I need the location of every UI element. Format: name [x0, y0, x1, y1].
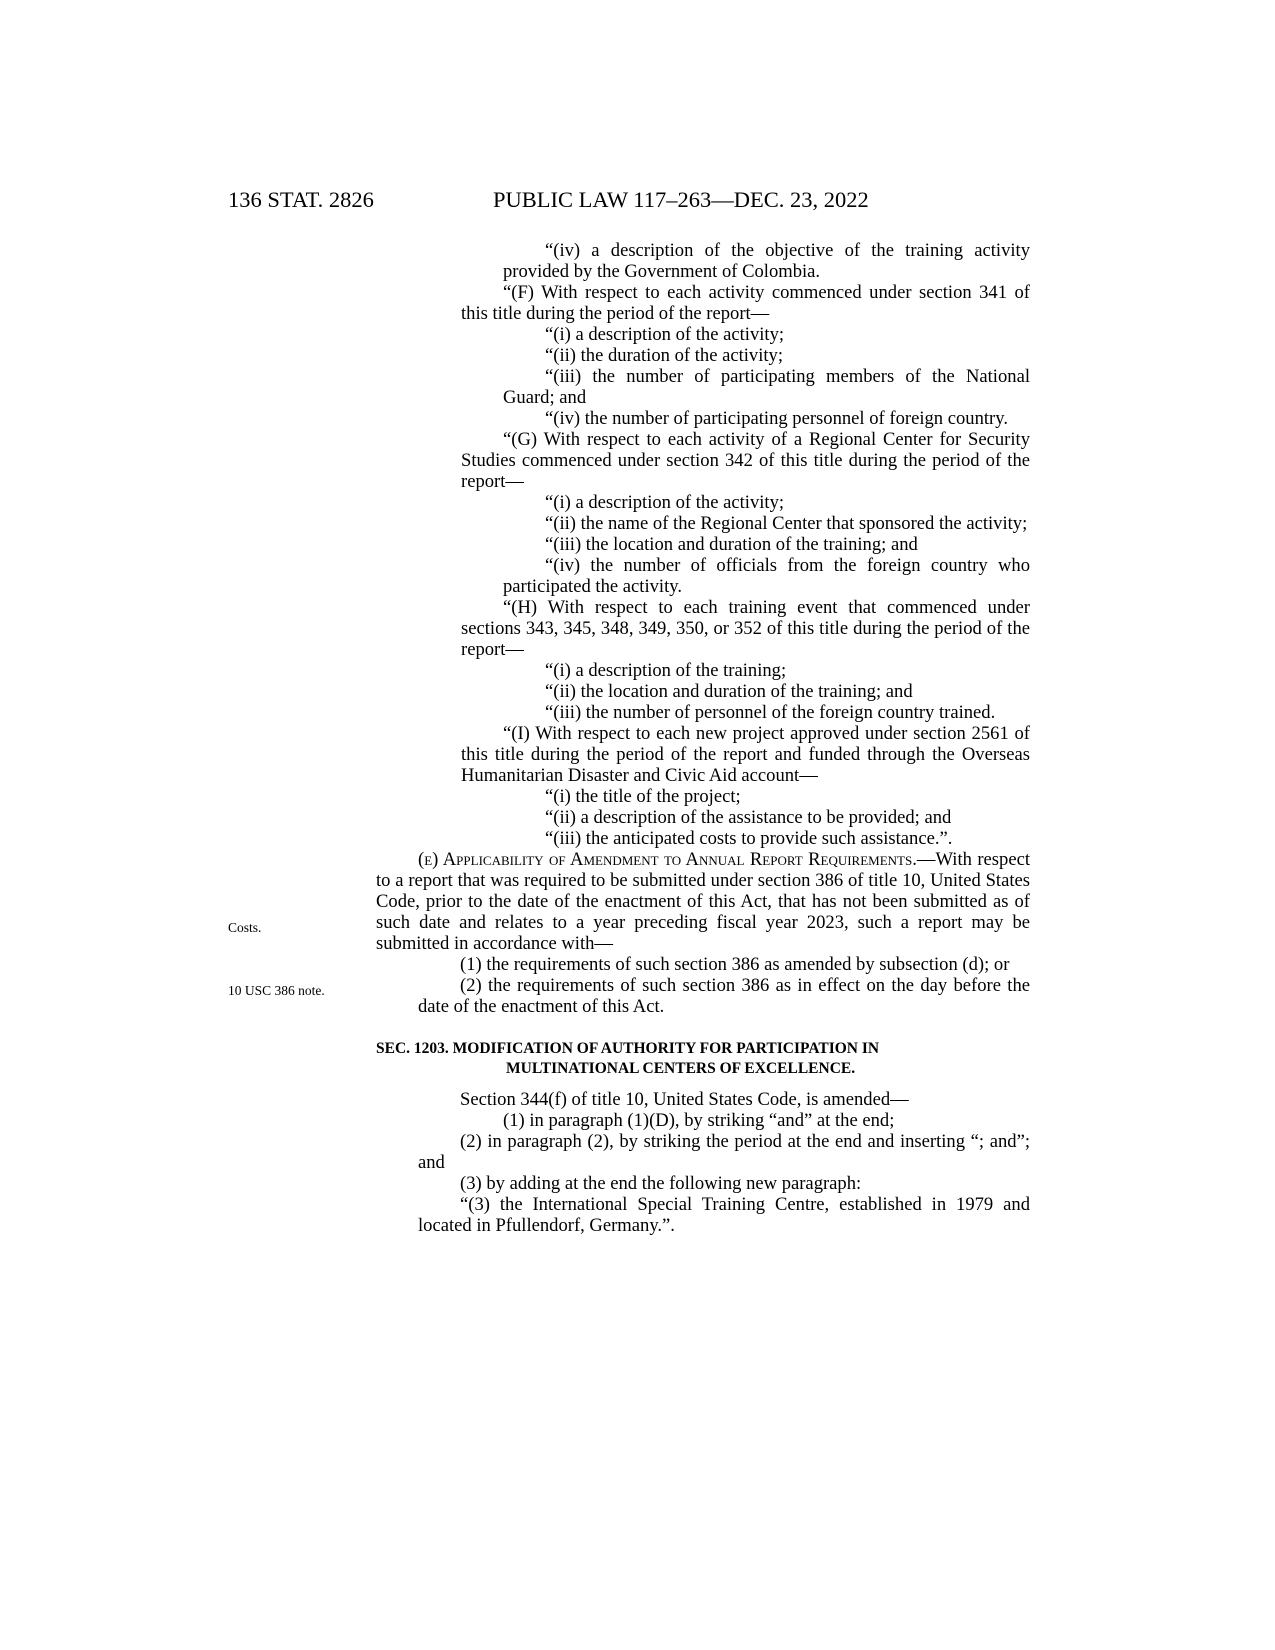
margin-note-costs: Costs. — [228, 920, 262, 935]
clause-G-iv: “(iv) the number of officials from the foreign country who participated the activity. — [503, 555, 1030, 597]
clause-H-iii: “(iii) the number of personnel of the foreign country trained. — [545, 702, 996, 723]
new-paragraph-3: “(3) the International Special Training Centre, established in 1979 and located in Pfullendorf, Germany.”. — [418, 1194, 1030, 1236]
section-heading-line-2: MULTINATIONAL CENTERS OF EXCELLENCE. — [506, 1060, 856, 1077]
clause-F-i: “(i) a description of the activity; — [545, 324, 785, 345]
margin-note-usc: 10 USC 386 note. — [228, 983, 325, 998]
paragraph-e-2: (2) the requirements of such section 386 as in effect on the day before the date of the enactment of this Act. — [418, 975, 1030, 1017]
clause-H-ii: “(ii) the location and duration of the training; and — [545, 681, 913, 702]
subsection-e-heading: (e) Applicability of Amendment to Annual Report Requirements. — [418, 849, 917, 870]
subsection-e-text: —With respect to a report that was required to be submitted under section 386 of title 10, United States Code, prior to the date of the enactment of this Act, that has not been submitted as of such date and relates to a year preceding fiscal year 2023, such a report may be submitted in accordance with— — [376, 849, 1031, 954]
clause-I-i: “(i) the title of the project; — [545, 786, 741, 807]
subsection-e — [376, 849, 1030, 954]
subparagraph-F: “(F) With respect to each activity commenced under section 341 of this title during the period of the report— — [461, 282, 1030, 324]
clause-F-iii: “(iii) the number of participating members of the National Guard; and — [503, 366, 1030, 408]
running-head — [228, 180, 1033, 220]
section-intro: Section 344(f) of title 10, United States Code, is amended— — [460, 1089, 909, 1110]
subparagraph-G: “(G) With respect to each activity of a Regional Center for Security Studies commenced under section 342 of this title during the period of the report— — [461, 429, 1030, 492]
public-law-citation: PUBLIC LAW 117–263—DEC. 23, 2022 — [493, 187, 869, 212]
page-folio: 136 STAT. 2826 — [228, 187, 374, 212]
clause-I-iii: “(iii) the anticipated costs to provide such assistance.”. — [545, 828, 953, 849]
statute-text — [376, 240, 1030, 1236]
amendment-1: (1) in paragraph (1)(D), by striking “and” at the end; — [503, 1110, 895, 1131]
clause-F-iv: “(iv) the number of participating personnel of foreign country. — [545, 408, 1008, 429]
clause-I-ii: “(ii) a description of the assistance to be provided; and — [545, 807, 952, 828]
amendment-3: (3) by adding at the end the following new paragraph: — [460, 1173, 862, 1194]
section-heading-line-1: SEC. 1203. MODIFICATION OF AUTHORITY FOR PARTICIPATION IN — [376, 1040, 880, 1057]
clause-H-i: “(i) a description of the training; — [545, 660, 787, 681]
paragraph-e-1: (1) the requirements of such section 386 as amended by subsection (d); or — [460, 954, 1010, 975]
subparagraph-H: “(H) With respect to each training event that commenced under sections 343, 345, 348, 349, 350, or 352 of this title during the period of the report— — [461, 597, 1030, 660]
amendment-2: (2) in paragraph (2), by striking the period at the end and inserting “; and”; and — [418, 1131, 1030, 1173]
clause-e-iv: “(iv) a description of the objective of the training activity provided by the Government of Colombia. — [503, 240, 1030, 282]
clause-G-ii: “(ii) the name of the Regional Center that sponsored the activity; — [545, 513, 1028, 534]
subparagraph-I: “(I) With respect to each new project approved under section 2561 of this title during the period of the report and funded through the Overseas Humanitarian Disaster and Civic Aid account— — [461, 723, 1030, 786]
section-heading — [376, 1039, 1030, 1079]
clause-F-ii: “(ii) the duration of the activity; — [545, 345, 784, 366]
clause-G-i: “(i) a description of the activity; — [545, 492, 785, 513]
clause-G-iii: “(iii) the location and duration of the training; and — [545, 534, 918, 555]
